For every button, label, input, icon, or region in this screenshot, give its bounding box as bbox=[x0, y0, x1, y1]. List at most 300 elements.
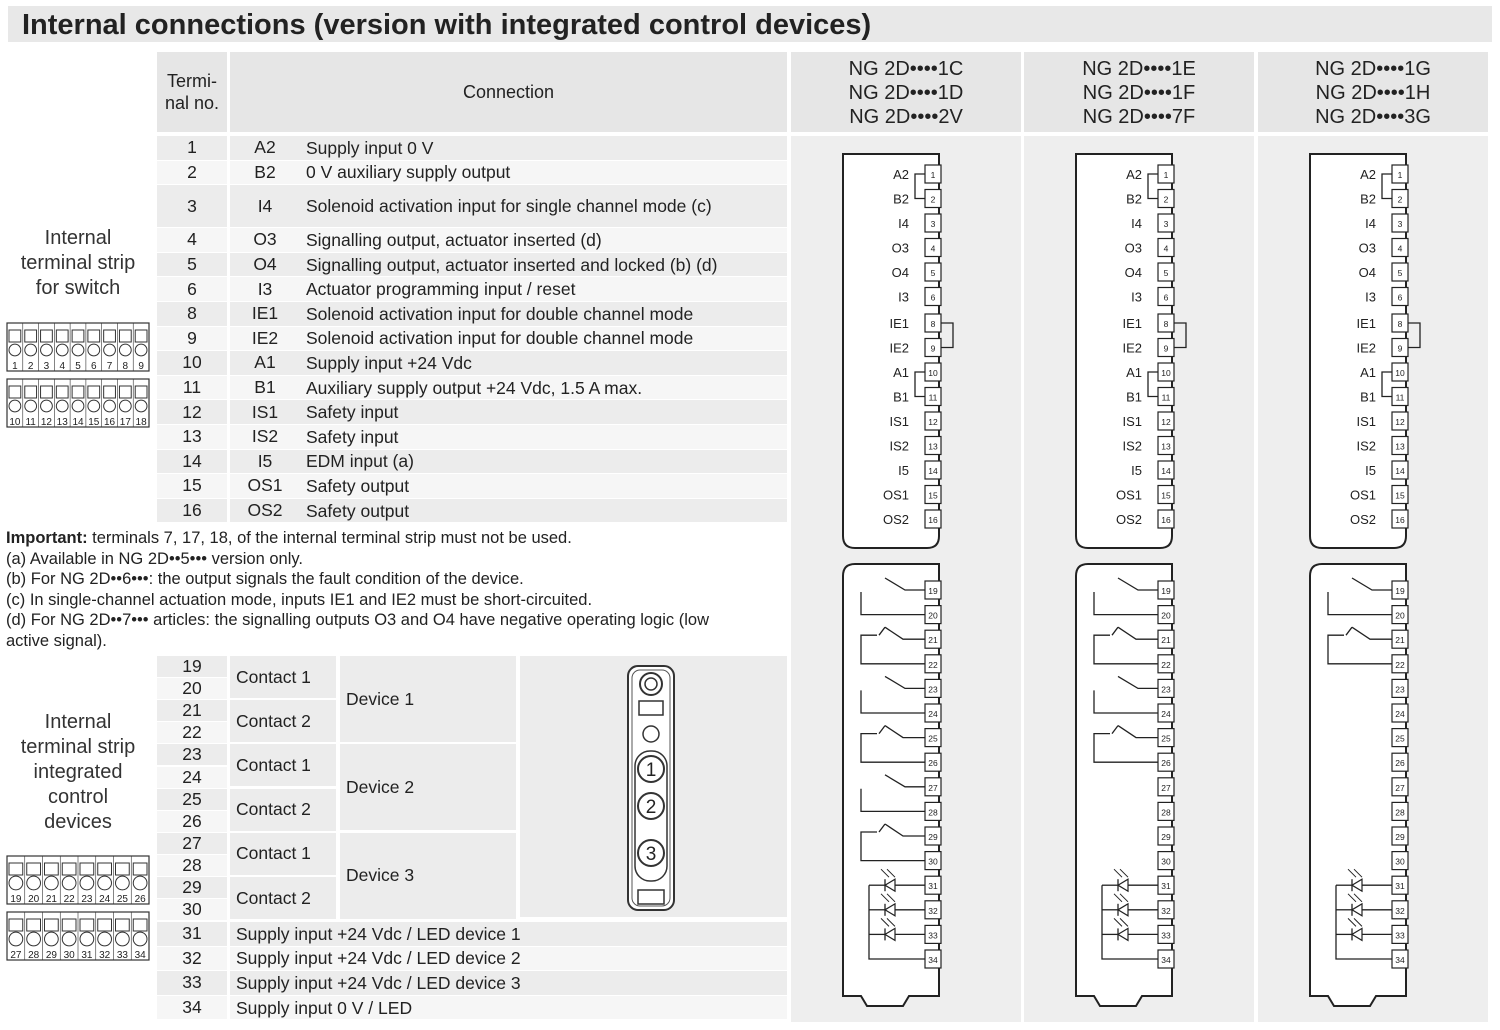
terminal-description: Supply input +24 Vdc / LED device 3 bbox=[230, 971, 787, 995]
diagram-terminal-number: 28 bbox=[1395, 807, 1405, 818]
terminal-number: 28 bbox=[157, 855, 227, 876]
terminal-description: Solenoid activation input for double channel mode bbox=[300, 327, 787, 351]
diagram-terminal-number: 23 bbox=[928, 684, 938, 695]
important-text: terminals 7, 17, 18, of the internal terminal strip must not be used. bbox=[87, 529, 572, 547]
strip-terminal-number: 5 bbox=[75, 361, 81, 372]
diagram-terminal-label: A2 bbox=[1360, 167, 1376, 182]
strip-terminal-number: 4 bbox=[59, 361, 66, 372]
strip-terminal-number: 22 bbox=[63, 894, 75, 905]
diagram-terminal-number: 31 bbox=[1395, 881, 1405, 892]
diagram-terminal-number: 11 bbox=[928, 392, 938, 403]
label-line: Internal bbox=[44, 711, 112, 733]
diagram-terminal-number: 6 bbox=[1397, 292, 1403, 303]
strip-terminal-number: 12 bbox=[40, 417, 53, 428]
terminal-number: 19 bbox=[157, 656, 227, 677]
diagram-terminal-label: OS1 bbox=[1349, 487, 1376, 503]
page-title: Internal connections (version with integrated control devices) bbox=[22, 9, 872, 41]
strip-terminal-number: 30 bbox=[63, 950, 75, 961]
strip-terminal-number: 14 bbox=[72, 417, 84, 428]
diagram-terminal-number: 8 bbox=[1397, 319, 1403, 329]
table-row bbox=[157, 253, 787, 277]
switch-strip-label bbox=[0, 226, 156, 301]
wiring-diagram-panel bbox=[791, 136, 1021, 1022]
diagram-terminal-number: 13 bbox=[1161, 441, 1171, 452]
terminal-number: 25 bbox=[157, 789, 227, 810]
terminal-number: 2 bbox=[157, 161, 227, 185]
diagram-terminal-label: B1 bbox=[1360, 389, 1376, 405]
terminal-description: Supply input +24 Vdc / LED device 1 bbox=[230, 922, 787, 946]
strip-terminal-number: 27 bbox=[10, 950, 22, 961]
strip-terminal-number: 10 bbox=[9, 417, 21, 428]
terminal-number: 20 bbox=[157, 678, 227, 699]
contact-label: Contact 1 bbox=[230, 744, 336, 786]
strip-terminal-number: 13 bbox=[56, 417, 68, 428]
notes bbox=[6, 528, 786, 651]
terminal-code: O3 bbox=[230, 228, 300, 252]
wiring-diagram bbox=[791, 136, 1021, 1022]
terminal-description: Safety output bbox=[300, 499, 787, 523]
contact-label: Contact 1 bbox=[230, 656, 336, 698]
table-row bbox=[157, 136, 787, 160]
strip-terminal-number: 33 bbox=[116, 950, 128, 961]
strip-terminal-number: 7 bbox=[106, 361, 113, 372]
model-code: NG 2D••••2V bbox=[849, 106, 963, 128]
terminal-description: Safety input bbox=[300, 400, 787, 424]
terminal-description: Safety output bbox=[300, 474, 787, 498]
diagram-terminal-number: 20 bbox=[1395, 610, 1405, 621]
diagram-terminal-number: 4 bbox=[930, 243, 936, 254]
diagram-terminal-number: 22 bbox=[1161, 659, 1171, 670]
device-illustration-area bbox=[520, 656, 787, 917]
diagram-terminal-number: 1 bbox=[930, 170, 936, 180]
diagram-terminal-number: 10 bbox=[928, 368, 938, 378]
diagram-terminal-label: I4 bbox=[898, 216, 909, 231]
diagram-terminal-number: 19 bbox=[1161, 586, 1171, 596]
terminal-description: Supply input +24 Vdc / LED device 2 bbox=[230, 947, 787, 971]
important-note bbox=[6, 528, 786, 549]
device-label: Device 1 bbox=[340, 656, 516, 742]
strip-terminal-number: 9 bbox=[138, 361, 144, 372]
terminal-number: 14 bbox=[157, 450, 227, 474]
header-line: nal no. bbox=[164, 93, 220, 113]
wiring-diagram bbox=[1258, 136, 1488, 1022]
terminal-number: 3 bbox=[157, 185, 227, 227]
terminal-number: 21 bbox=[157, 700, 227, 721]
diagram-terminal-number: 30 bbox=[1161, 856, 1171, 867]
diagram-terminal-label: A1 bbox=[1126, 365, 1142, 380]
diagram-terminal-number: 34 bbox=[1161, 955, 1171, 965]
terminal-number: 29 bbox=[157, 877, 227, 898]
strip-terminal-number: 21 bbox=[45, 894, 57, 905]
table-row bbox=[157, 425, 787, 449]
terminal-number: 5 bbox=[157, 253, 227, 277]
terminal-description: Solenoid activation input for single channel mode (c) bbox=[300, 185, 787, 227]
diagram-terminal-number: 3 bbox=[930, 219, 936, 229]
terminal-number: 34 bbox=[157, 996, 227, 1020]
connection-header: Connection bbox=[230, 52, 787, 132]
strip-terminal-number: 15 bbox=[88, 417, 100, 428]
wiring-diagram-panel bbox=[1258, 136, 1488, 1022]
terminal-number: 24 bbox=[157, 767, 227, 788]
important-label: Important: bbox=[6, 529, 88, 547]
model-code: NG 2D••••7F bbox=[1082, 106, 1196, 128]
terminal-number: 12 bbox=[157, 400, 227, 424]
diagram-terminal-number: 2 bbox=[930, 194, 936, 205]
diagram-terminal-number: 15 bbox=[1161, 490, 1171, 501]
model-header bbox=[1258, 52, 1488, 132]
diagram-terminal-number: 5 bbox=[1397, 268, 1403, 278]
terminal-number: 8 bbox=[157, 302, 227, 326]
diagram-terminal-label: I4 bbox=[1365, 216, 1376, 231]
diagram-terminal-label: A1 bbox=[893, 365, 909, 380]
diagram-terminal-label: IE2 bbox=[889, 340, 909, 356]
strip-terminal-number: 3 bbox=[43, 361, 50, 372]
table-row bbox=[157, 996, 787, 1020]
diagram-terminal-number: 5 bbox=[930, 268, 936, 278]
terminal-code: IS2 bbox=[230, 425, 300, 449]
terminal-number: 9 bbox=[157, 327, 227, 351]
label-line: for switch bbox=[35, 277, 121, 299]
diagram-terminal-number: 13 bbox=[928, 441, 938, 452]
contact-label: Contact 2 bbox=[230, 700, 336, 742]
diagram-terminal-label: IS2 bbox=[889, 438, 909, 454]
diagram-terminal-label: B1 bbox=[893, 389, 909, 405]
diagram-terminal-number: 30 bbox=[928, 856, 938, 867]
diagram-terminal-number: 9 bbox=[1397, 343, 1403, 354]
diagram-terminal-number: 1 bbox=[1163, 170, 1169, 180]
table-row bbox=[157, 947, 787, 971]
terminal-code: IE2 bbox=[230, 327, 300, 351]
diagram-terminal-label: O4 bbox=[1124, 265, 1142, 280]
terminal-number: 32 bbox=[157, 947, 227, 971]
terminal-code: A1 bbox=[230, 351, 300, 375]
diagram-terminal-number: 15 bbox=[1395, 490, 1405, 501]
diagram-terminal-label: A2 bbox=[1126, 167, 1142, 182]
diagram-terminal-label: I3 bbox=[1365, 289, 1376, 305]
diagram-terminal-number: 33 bbox=[1161, 930, 1171, 941]
diagram-terminal-number: 9 bbox=[1163, 343, 1169, 354]
strip-terminal-number: 16 bbox=[103, 417, 116, 428]
terminal-description: 0 V auxiliary supply output bbox=[300, 161, 787, 185]
table-row bbox=[157, 185, 787, 227]
control-terminal-strip-illustration bbox=[6, 855, 152, 961]
diagram-terminal-label: IE1 bbox=[1122, 316, 1142, 331]
diagram-terminal-number: 6 bbox=[930, 292, 936, 303]
terminal-number: 23 bbox=[157, 744, 227, 765]
diagram-terminal-number: 21 bbox=[1395, 635, 1405, 646]
diagram-terminal-label: O4 bbox=[1358, 265, 1376, 280]
model-header bbox=[791, 52, 1021, 132]
terminal-number: 30 bbox=[157, 899, 227, 920]
diagram-terminal-number: 26 bbox=[1395, 758, 1405, 769]
contact-label: Contact 1 bbox=[230, 833, 336, 875]
contact-label: Contact 2 bbox=[230, 877, 336, 919]
terminal-description: Actuator programming input / reset bbox=[300, 277, 787, 301]
switch-terminal-strip-illustration bbox=[6, 322, 152, 430]
strip-terminal-number: 6 bbox=[90, 361, 97, 372]
wiring-diagram-panel bbox=[1024, 136, 1254, 1022]
strip-terminal-number: 26 bbox=[134, 894, 146, 905]
model-code: NG 2D••••1G bbox=[1315, 58, 1431, 80]
diagram-terminal-label: A1 bbox=[1360, 365, 1376, 380]
note-a: (a) Available in NG 2D••5••• version only. bbox=[6, 549, 303, 568]
terminal-code: O4 bbox=[230, 253, 300, 277]
diagram-terminal-number: 29 bbox=[1395, 832, 1405, 842]
table-row bbox=[157, 376, 787, 400]
model-code: NG 2D••••1H bbox=[1315, 82, 1431, 104]
diagram-terminal-number: 6 bbox=[1163, 292, 1169, 303]
diagram-terminal-number: 23 bbox=[1161, 684, 1171, 695]
contact-label: Contact 2 bbox=[230, 789, 336, 831]
diagram-terminal-number: 26 bbox=[928, 758, 938, 769]
device-button-3-label: 3 bbox=[645, 844, 657, 865]
diagram-terminal-number: 25 bbox=[928, 733, 938, 744]
terminal-code: IS1 bbox=[230, 400, 300, 424]
terminal-number: 26 bbox=[157, 811, 227, 832]
diagram-terminal-label: OS2 bbox=[1115, 512, 1142, 527]
terminal-number: 6 bbox=[157, 277, 227, 301]
diagram-terminal-number: 27 bbox=[1395, 782, 1405, 793]
diagram-terminal-label: IS1 bbox=[889, 414, 909, 429]
diagram-terminal-label: I4 bbox=[1131, 216, 1142, 231]
diagram-terminal-label: IS2 bbox=[1122, 438, 1142, 454]
table-row bbox=[157, 474, 787, 498]
diagram-terminal-number: 32 bbox=[928, 905, 938, 916]
note-c: (c) In single-channel actuation mode, inputs IE1 and IE2 must be short-circuited. bbox=[6, 590, 593, 609]
diagram-terminal-number: 25 bbox=[1161, 733, 1171, 744]
diagram-terminal-number: 11 bbox=[1395, 392, 1405, 403]
terminal-code: I4 bbox=[230, 185, 300, 227]
strip-terminal-number: 20 bbox=[28, 894, 40, 905]
diagram-terminal-number: 16 bbox=[1395, 515, 1405, 525]
model-code: NG 2D••••1E bbox=[1082, 58, 1196, 80]
strip-terminal-number: 23 bbox=[81, 894, 93, 905]
diagram-terminal-label: B2 bbox=[1126, 191, 1142, 207]
diagram-terminal-number: 29 bbox=[928, 832, 938, 842]
terminal-description: Solenoid activation input for double channel mode bbox=[300, 302, 787, 326]
diagram-terminal-number: 10 bbox=[1161, 368, 1171, 378]
note-b: (b) For NG 2D••6•••: the output signals the fault condition of the device. bbox=[6, 570, 524, 588]
diagram-terminal-number: 24 bbox=[1161, 709, 1171, 719]
strip-terminal-number: 32 bbox=[99, 950, 111, 961]
diagram-terminal-number: 24 bbox=[1395, 709, 1405, 719]
terminal-code: A2 bbox=[230, 136, 300, 160]
diagram-terminal-number: 4 bbox=[1163, 243, 1169, 254]
diagram-terminal-number: 32 bbox=[1395, 905, 1405, 916]
terminal-number: 4 bbox=[157, 228, 227, 252]
diagram-terminal-number: 14 bbox=[1395, 466, 1405, 476]
diagram-terminal-label: IS1 bbox=[1356, 414, 1376, 429]
label-line: terminal strip bbox=[20, 736, 136, 758]
diagram-terminal-number: 13 bbox=[1395, 441, 1405, 452]
diagram-terminal-label: O4 bbox=[891, 265, 909, 280]
table-row bbox=[157, 302, 787, 326]
diagram-terminal-label: OS1 bbox=[1115, 487, 1142, 503]
diagram-terminal-number: 15 bbox=[928, 490, 938, 501]
diagram-terminal-number: 4 bbox=[1397, 243, 1403, 254]
diagram-terminal-number: 22 bbox=[1395, 659, 1405, 670]
terminal-description: EDM input (a) bbox=[300, 450, 787, 474]
diagram-terminal-label: O3 bbox=[1124, 240, 1142, 256]
title-bar bbox=[8, 6, 1492, 42]
diagram-terminal-number: 8 bbox=[930, 319, 936, 329]
strip-terminal-number: 24 bbox=[99, 894, 111, 905]
table-row bbox=[157, 499, 787, 523]
terminal-number: 13 bbox=[157, 425, 227, 449]
diagram-terminal-label: IS2 bbox=[1356, 438, 1376, 454]
diagram-terminal-label: OS2 bbox=[1349, 512, 1376, 527]
label-line: devices bbox=[44, 811, 112, 833]
diagram-terminal-number: 12 bbox=[1161, 417, 1171, 427]
terminal-number: 31 bbox=[157, 922, 227, 946]
diagram-terminal-number: 34 bbox=[1395, 955, 1405, 965]
terminal-number: 1 bbox=[157, 136, 227, 160]
terminal-description: Signalling output, actuator inserted and locked (b) (d) bbox=[300, 253, 787, 277]
diagram-terminal-number: 31 bbox=[928, 881, 938, 892]
diagram-terminal-number: 12 bbox=[928, 417, 938, 427]
diagram-terminal-number: 1 bbox=[1397, 170, 1403, 180]
strip-terminal-number: 29 bbox=[45, 950, 57, 961]
diagram-terminal-label: B2 bbox=[893, 191, 909, 207]
strip-terminal-number: 11 bbox=[25, 417, 36, 428]
diagram-terminal-number: 16 bbox=[928, 515, 938, 525]
diagram-terminal-label: OS2 bbox=[882, 512, 909, 527]
diagram-terminal-label: IE1 bbox=[889, 316, 909, 331]
terminal-number: 11 bbox=[157, 376, 227, 400]
diagram-terminal-number: 27 bbox=[928, 782, 938, 793]
strip-terminal-number: 17 bbox=[119, 417, 131, 428]
device-button-2-label: 2 bbox=[645, 797, 657, 818]
diagram-terminal-label: I5 bbox=[898, 463, 909, 478]
terminal-description: Auxiliary supply output +24 Vdc, 1.5 A max. bbox=[300, 376, 787, 400]
terminal-code: IE1 bbox=[230, 302, 300, 326]
diagram-terminal-number: 19 bbox=[1395, 586, 1405, 596]
diagram-terminal-number: 19 bbox=[928, 586, 938, 596]
diagram-terminal-number: 14 bbox=[928, 466, 938, 476]
diagram-terminal-number: 28 bbox=[1161, 807, 1171, 818]
table-row bbox=[157, 971, 787, 995]
strip-body bbox=[7, 856, 149, 960]
diagram-terminal-number: 21 bbox=[928, 635, 938, 646]
model-code: NG 2D••••3G bbox=[1315, 106, 1431, 128]
diagram-terminal-number: 25 bbox=[1395, 733, 1405, 744]
diagram-terminal-number: 3 bbox=[1397, 219, 1403, 229]
terminal-code: OS1 bbox=[230, 474, 300, 498]
diagram-terminal-number: 12 bbox=[1395, 417, 1405, 427]
diagram-terminal-number: 27 bbox=[1161, 782, 1171, 793]
terminal-code: I3 bbox=[230, 277, 300, 301]
wiring-diagram bbox=[1024, 136, 1254, 1022]
diagram-terminal-number: 28 bbox=[928, 807, 938, 818]
header-line: Termi- bbox=[167, 71, 217, 91]
table-row bbox=[157, 450, 787, 474]
strip-terminal-number: 25 bbox=[116, 894, 128, 905]
diagram-terminal-label: I5 bbox=[1365, 463, 1376, 478]
strip-terminal-number: 28 bbox=[28, 950, 40, 961]
table-row bbox=[157, 922, 787, 946]
diagram-terminal-label: IE1 bbox=[1356, 316, 1376, 331]
terminal-code: I5 bbox=[230, 450, 300, 474]
diagram-terminal-label: IS1 bbox=[1122, 414, 1142, 429]
model-code: NG 2D••••1D bbox=[848, 82, 964, 104]
terminal-no-header bbox=[157, 52, 227, 132]
model-code: NG 2D••••1F bbox=[1082, 82, 1196, 104]
diagram-terminal-number: 32 bbox=[1161, 905, 1171, 916]
terminal-number: 22 bbox=[157, 722, 227, 743]
table-row bbox=[157, 327, 787, 351]
diagram-terminal-number: 3 bbox=[1163, 219, 1169, 229]
diagram-terminal-label: I3 bbox=[1131, 289, 1142, 305]
diagram-terminal-number: 33 bbox=[1395, 930, 1405, 941]
terminal-description: Supply input 0 V / LED bbox=[230, 996, 787, 1020]
model-header bbox=[1024, 52, 1254, 132]
terminal-description: Supply input +24 Vdc bbox=[300, 351, 787, 375]
note-d: (d) For NG 2D••7••• articles: the signalling outputs O3 and O4 have negative operating logic (low bbox=[6, 611, 709, 629]
strip-terminal-number: 1 bbox=[12, 361, 18, 372]
terminal-number: 33 bbox=[157, 971, 227, 995]
diagram-terminal-label: B2 bbox=[1360, 191, 1376, 207]
diagram-terminal-number: 8 bbox=[1163, 319, 1169, 329]
strip-terminal-number: 34 bbox=[134, 950, 146, 961]
note-d-cont: active signal). bbox=[6, 631, 107, 650]
strip-terminal-number: 8 bbox=[122, 361, 129, 372]
diagram-terminal-number: 21 bbox=[1161, 635, 1171, 646]
diagram-terminal-label: A2 bbox=[893, 167, 909, 182]
strip-body bbox=[7, 323, 149, 427]
terminal-code: B2 bbox=[230, 161, 300, 185]
diagram-terminal-number: 23 bbox=[1395, 684, 1405, 695]
diagram-terminal-number: 26 bbox=[1161, 758, 1171, 769]
label-line: control bbox=[47, 786, 109, 808]
diagram-terminal-label: O3 bbox=[1358, 240, 1376, 256]
diagram-terminal-label: IE2 bbox=[1356, 340, 1376, 356]
diagram-terminal-number: 20 bbox=[1161, 610, 1171, 621]
diagram-terminal-number: 11 bbox=[1161, 392, 1171, 403]
device-label: Device 3 bbox=[340, 833, 516, 919]
terminal-description: Safety input bbox=[300, 425, 787, 449]
diagram-terminal-label: I3 bbox=[898, 289, 909, 305]
table-row bbox=[157, 161, 787, 185]
diagram-terminal-number: 29 bbox=[1161, 832, 1171, 842]
device-illustration bbox=[520, 656, 787, 917]
diagram-terminal-number: 24 bbox=[928, 709, 938, 719]
strip-terminal-number: 2 bbox=[27, 361, 34, 372]
diagram-terminal-label: O3 bbox=[891, 240, 909, 256]
terminal-number: 10 bbox=[157, 351, 227, 375]
diagram-terminal-number: 30 bbox=[1395, 856, 1405, 867]
diagram-terminal-number: 5 bbox=[1163, 268, 1169, 278]
diagram-terminal-number: 14 bbox=[1161, 466, 1171, 476]
table-row bbox=[157, 277, 787, 301]
diagram-terminal-label: IE2 bbox=[1122, 340, 1142, 356]
diagram-terminal-number: 33 bbox=[928, 930, 938, 941]
table-row bbox=[157, 351, 787, 375]
terminal-description: Supply input 0 V bbox=[300, 136, 787, 160]
control-strip-label bbox=[0, 710, 156, 835]
label-line: terminal strip bbox=[20, 252, 136, 274]
diagram-terminal-label: OS1 bbox=[882, 487, 909, 503]
terminal-number: 27 bbox=[157, 833, 227, 854]
device-label: Device 2 bbox=[340, 744, 516, 830]
diagram-terminal-number: 31 bbox=[1161, 881, 1171, 892]
table-row bbox=[157, 400, 787, 424]
strip-terminal-number: 31 bbox=[81, 950, 93, 961]
diagram-terminal-number: 2 bbox=[1397, 194, 1403, 205]
terminal-number: 16 bbox=[157, 499, 227, 523]
terminal-code: B1 bbox=[230, 376, 300, 400]
diagram-terminal-label: B1 bbox=[1126, 389, 1142, 405]
diagram-terminal-number: 16 bbox=[1161, 515, 1171, 525]
